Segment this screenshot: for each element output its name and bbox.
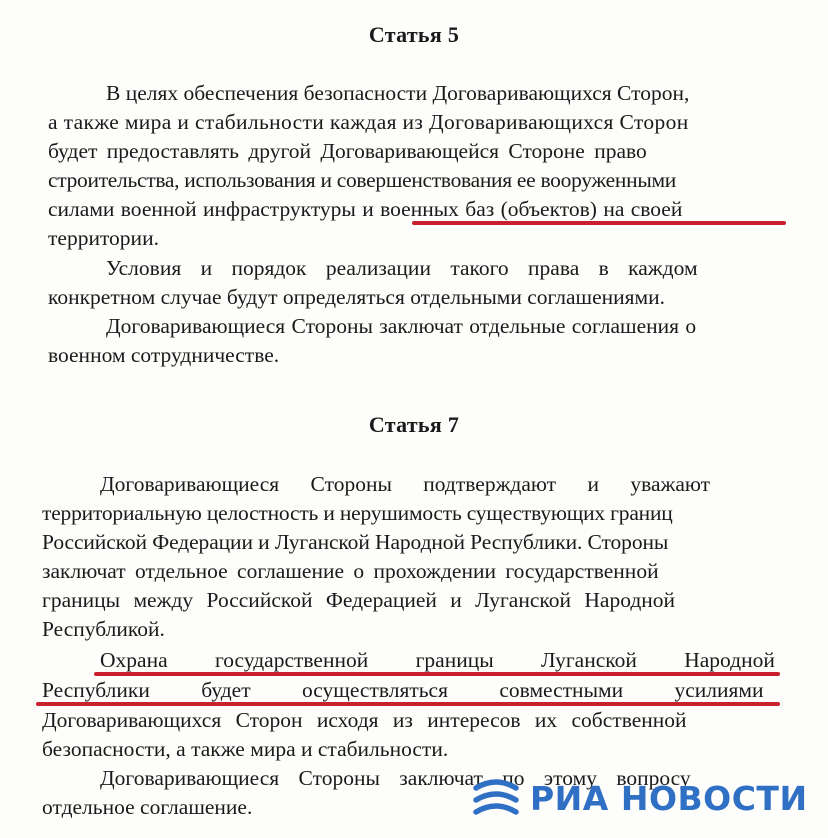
ria-novosti-logo-text: РИА НОВОСТИ xyxy=(530,778,808,818)
article-5-p2-line-2: конкретном случае будут определяться отдельными соглашениями. xyxy=(48,285,666,309)
article-5-p1-line-2: а также мира и стабильности каждая из Договаривающихся Сторон xyxy=(48,110,689,134)
article-5-p1-line-6: территории. xyxy=(48,226,159,250)
article-5-p1-text-1: В целях обеспечения безопасности Договаривающихся Сторон, xyxy=(106,81,690,105)
article-7-p1-line-3: Российской Федерации и Луганской Народной Республики. Стороны xyxy=(42,530,669,554)
article-5-p3-line-1: Договаривающиеся Стороны заключат отдельные соглашения о xyxy=(106,314,697,338)
article-5-p1-line-4: строительства, использования и совершенствования ее вооруженными xyxy=(48,168,676,192)
article-7-p2-line-3: Договаривающихся Сторон исходя из интересов их собственной xyxy=(42,708,687,732)
ria-novosti-logo-icon xyxy=(470,772,522,824)
article-7-p1-line-6: Республикой. xyxy=(42,617,165,641)
article-5-p1-line-3: будет предоставлять другой Договаривающейся Стороне право xyxy=(48,139,647,163)
article-7-p1-line-4: заключат отдельное соглашение о прохождении государственной xyxy=(42,559,659,583)
article-5-underline xyxy=(412,221,786,225)
article-7-p1-line-5: границы между Российской Федерацией и Луганской Народной xyxy=(42,588,676,612)
article-5-p3-line-2: военном сотрудничестве. xyxy=(48,343,280,367)
article-5-heading: Статья 5 xyxy=(368,22,460,47)
article-7-p1-line-1: Договаривающиеся Стороны подтверждают и уважают xyxy=(100,472,711,496)
article-7-p3-line-1: Договаривающиеся Стороны заключат по этому вопросу xyxy=(100,766,691,790)
article-7-p2-line-4: безопасности, а также мира и стабильности. xyxy=(42,737,449,761)
article-7-underline-1 xyxy=(94,672,780,676)
ria-novosti-watermark xyxy=(470,772,808,824)
article-7-p2-line-1: Охрана государственной границы Луганской Народной xyxy=(100,648,775,672)
article-7-p3-line-2: отдельное соглашение. xyxy=(42,795,253,819)
article-5-p1-line-1 xyxy=(106,83,778,105)
article-7-underline-2 xyxy=(36,702,780,706)
article-7-p1-line-2: территориальную целостность и нерушимость существующих границ xyxy=(42,501,673,525)
article-7-p2-line-2: Республики будет осуществляться совместными усилиями xyxy=(42,678,764,702)
article-7-heading: Статья 7 xyxy=(368,412,460,437)
article-5-p2-line-1: Условия и порядок реализации такого права в каждом xyxy=(106,256,698,280)
article-5-p1-line-5: силами военной инфраструктуры и военных баз (объектов) на своей xyxy=(48,197,683,221)
